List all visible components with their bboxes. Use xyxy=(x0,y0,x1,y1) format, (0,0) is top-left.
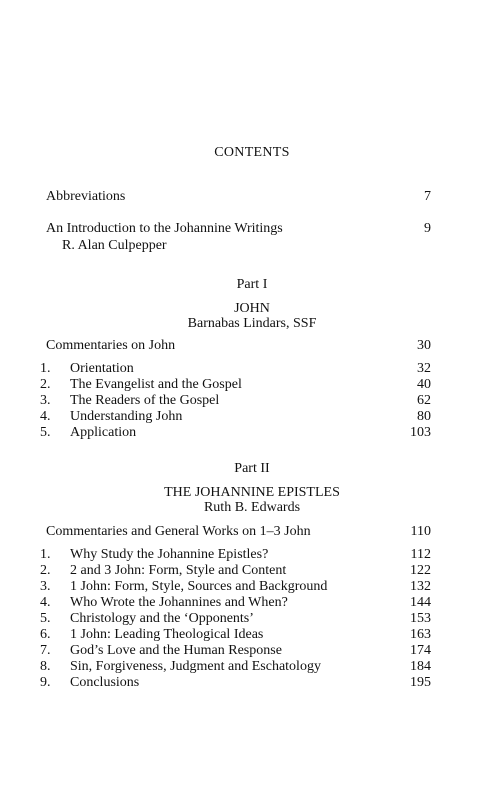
chapter-page: 153 xyxy=(410,611,431,626)
chapter-page: 132 xyxy=(410,579,431,594)
chapter-number: 6. xyxy=(40,627,51,642)
chapter-page: 195 xyxy=(410,675,431,690)
part1-intro-page: 30 xyxy=(417,338,431,353)
chapter-title: Conclusions xyxy=(70,675,140,690)
chapter-page: 112 xyxy=(410,547,431,562)
toc-entry-abbreviations-title: Abbreviations xyxy=(46,189,126,204)
chapter-number: 2. xyxy=(40,377,51,392)
chapter-title: 2 and 3 John: Form, Style and Content xyxy=(70,563,287,578)
chapter-title: Who Wrote the Johannines and When? xyxy=(70,595,288,610)
toc-entry-introduction-title: An Introduction to the Johannine Writings xyxy=(46,221,283,236)
chapter-number: 3. xyxy=(40,393,51,408)
chapter-number: 5. xyxy=(40,611,51,626)
chapter-title: Understanding John xyxy=(70,409,183,424)
chapter-number: 3. xyxy=(40,579,51,594)
chapter-page: 103 xyxy=(410,425,431,440)
chapter-title: The Readers of the Gospel xyxy=(70,393,220,408)
part1-author: Barnabas Lindars, SSF xyxy=(187,316,317,331)
part2-intro-title: Commentaries and General Works on 1–3 John xyxy=(46,524,311,539)
toc-entry-introduction-author: R. Alan Culpepper xyxy=(62,238,167,253)
chapter-title: 1 John: Leading Theological Ideas xyxy=(70,627,264,642)
chapter-number: 1. xyxy=(40,361,51,376)
chapter-page: 62 xyxy=(417,393,431,408)
part1-intro-title: Commentaries on John xyxy=(46,338,176,353)
chapter-number: 4. xyxy=(40,409,51,424)
chapter-page: 144 xyxy=(410,595,431,610)
part2-label: Part II xyxy=(234,461,270,476)
toc-entry-abbreviations-page: 7 xyxy=(424,189,431,204)
part2-author: Ruth B. Edwards xyxy=(203,500,301,515)
chapter-number: 8. xyxy=(40,659,51,674)
chapter-title: The Evangelist and the Gospel xyxy=(70,377,242,392)
chapter-number: 1. xyxy=(40,547,51,562)
chapter-title: Sin, Forgiveness, Judgment and Eschatology xyxy=(70,659,321,674)
chapter-title: God’s Love and the Human Response xyxy=(70,643,282,658)
chapter-number: 9. xyxy=(40,675,51,690)
chapter-page: 80 xyxy=(417,409,431,424)
chapter-number: 5. xyxy=(40,425,51,440)
chapter-title: Application xyxy=(70,425,137,440)
part1-title: JOHN xyxy=(234,301,270,316)
toc-entry-introduction-page: 9 xyxy=(424,221,431,236)
chapter-page: 32 xyxy=(417,361,431,376)
chapter-title: Why Study the Johannine Epistles? xyxy=(70,547,269,562)
chapter-number: 4. xyxy=(40,595,51,610)
chapter-title: Christology and the ‘Opponents’ xyxy=(70,611,254,626)
part2-title: THE JOHANNINE EPISTLES xyxy=(164,485,340,500)
chapter-title: 1 John: Form, Style, Sources and Background xyxy=(70,579,328,594)
part2-intro-page: 110 xyxy=(410,524,431,539)
chapter-number: 7. xyxy=(40,643,51,658)
chapter-page: 163 xyxy=(410,627,431,642)
chapter-page: 122 xyxy=(410,563,431,578)
chapter-page: 40 xyxy=(417,377,431,392)
contents-heading: CONTENTS xyxy=(214,145,290,160)
chapter-number: 2. xyxy=(40,563,51,578)
chapter-title: Orientation xyxy=(70,361,134,376)
chapter-page: 174 xyxy=(410,643,431,658)
part1-label: Part I xyxy=(236,277,268,292)
chapter-page: 184 xyxy=(410,659,431,674)
